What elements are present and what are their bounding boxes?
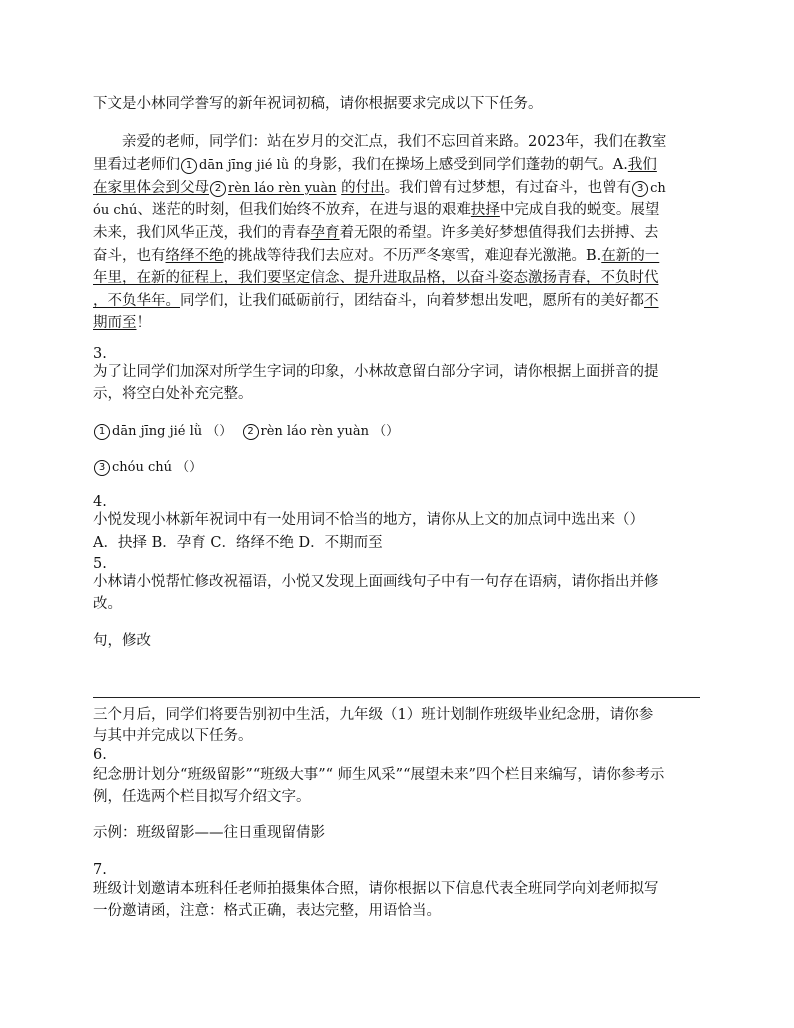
question-6-number: 6.: [93, 747, 107, 763]
passage-line-8: ，不负华年。同学们，让我们砥砺前行，团结奋斗，向着梦想出发吧，愿所有的美好都不: [93, 293, 659, 309]
underlined-sentence-a: 我们: [627, 157, 657, 173]
question-5-prompt-2: 改。: [93, 596, 122, 612]
question-6-example: 示例：班级留影——往日重现留倩影: [93, 825, 325, 841]
dotted-word-juezhe: 抉择: [470, 202, 500, 218]
underlined-sentence-b: 在新的一: [601, 248, 660, 264]
question-4-number: 4.: [93, 494, 107, 510]
section-divider: [93, 697, 700, 698]
answer-blank-2: rèn láo rèn yuàn （）: [260, 424, 400, 439]
dotted-word-yunyu: 孕育: [310, 225, 340, 241]
passage-line-6: 奋斗，也有络绎不绝的挑战等待我们去应对。不历严冬寒雪，难迎春光激滟。B.在新的一: [93, 248, 660, 264]
passage-line-7: 年里，在新的征程上，我们要坚定信念、提升进取品格，以奋斗姿态激扬青春，不负时代: [93, 270, 659, 286]
part-2-intro-2: 与其中并完成以下任务。: [93, 728, 253, 744]
question-3-items-row: 1 dān jīng jié lǜ （） 2 rèn láo rèn yuàn （）: [93, 421, 703, 442]
question-4-prompt: 小悦发现小林新年祝词中有一处用词不恰当的地方，请你从上文的加点词中选出来（）: [93, 512, 644, 528]
pinyin-blank-2: rèn láo rèn yuàn: [228, 181, 337, 196]
question-7-prompt-1: 班级计划邀请本班科任老师拍摄集体合照，请你根据以下信息代表全班同学向刘老师拟写: [93, 881, 659, 897]
passage-line-4: óu chú、迷茫的时刻，但我们始终不放弃，在进与退的艰难抉择中完成自我的蜕变。展望: [93, 202, 660, 218]
question-7-prompt-2: 一份邀请函，注意：格式正确，表达完整，用语恰当。: [93, 903, 441, 919]
circled-number-3: 3: [632, 181, 648, 197]
passage-line-5: 未来，我们风华正茂，我们的青春孕育着无限的希望。许多美好梦想值得我们去拼搏、去: [93, 225, 659, 241]
question-3-prompt-1: 为了让同学们加深对所学生字词的印象，小林故意留白部分字词，请你根据上面拼音的提: [93, 364, 659, 380]
passage-line-2: 里看过老师们 1 dān jīng jié lǜ 的身影，我们在操场上感受到同学们蓬勃的朝气。A.我们: [93, 157, 657, 173]
question-5-answer-label: 句，修改: [93, 633, 151, 649]
circled-number-2: 2: [210, 181, 226, 197]
circled-number-1: 1: [181, 158, 197, 174]
answer-blank-3: chóu chú （）: [112, 460, 203, 475]
question-5-number: 5.: [93, 556, 107, 572]
dotted-word-buqierzhi: 期而至: [93, 315, 137, 331]
question-6-prompt-1: 纪念册计划分“班级留影”“班级大事”“ 师生风采”“展望未来”四个栏目来编写，请你参考示: [93, 767, 665, 783]
pinyin-blank-1: dān jīng jié lǜ: [199, 158, 290, 173]
pinyin-blank-3: óu chú: [93, 203, 138, 218]
question-4-options: A．抉择 B．孕育 C．络绎不绝 D．不期而至: [93, 535, 383, 551]
passage-line-1: 亲爱的老师，同学们：站在岁月的交汇点，我们不忘回首来路。2023年，我们在教室: [122, 134, 667, 150]
dotted-word-luoyibujue: 络绎不绝: [165, 248, 224, 264]
question-5-prompt-1: 小林请小悦帮忙修改祝福语，小悦又发现上面画线句子中有一句存在语病，请你指出并修: [93, 574, 659, 590]
question-7-number: 7.: [93, 862, 107, 878]
answer-blank-1: dān jīng jié lǜ （）: [112, 424, 233, 439]
task-intro: 下文是小林同学誊写的新年祝词初稿，请你根据要求完成以下下任务。: [93, 96, 543, 112]
question-3-item-3: 3 chóu chú （）: [93, 457, 703, 478]
question-3-prompt-2: 示，将空白处补充完整。: [93, 386, 253, 402]
question-6-prompt-2: 例，任选两个栏目拟写介绍文字。: [93, 789, 311, 805]
part-2-intro-1: 三个月后，同学们将要告别初中生活，九年级（1）班计划制作班级毕业纪念册，请你参: [93, 707, 654, 723]
question-3-number: 3.: [93, 346, 107, 362]
passage-line-9: 期而至！: [93, 315, 151, 331]
passage-line-3: 在家里体会到父母 2 rèn láo rèn yuàn 的付出。我们曾有过梦想，有过奋斗，也曾有 3 ch: [93, 180, 666, 196]
